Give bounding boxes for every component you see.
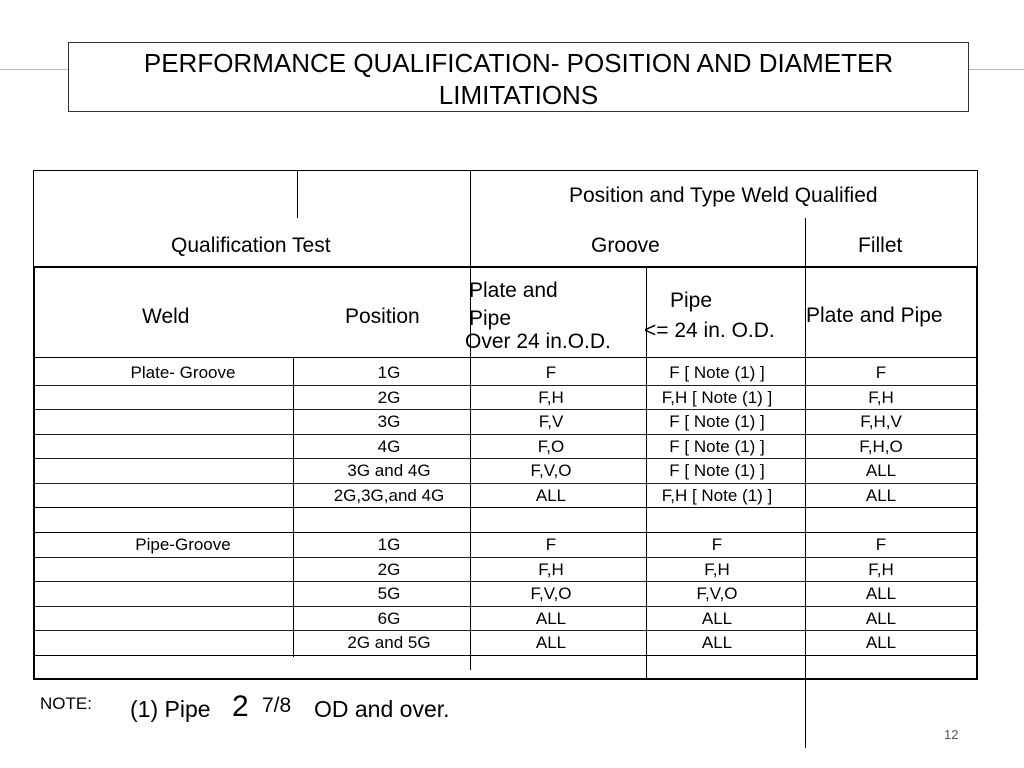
table-cell-fillet: ALL: [865, 608, 897, 628]
table-cell-pipe: F: [711, 535, 723, 554]
qualification-test-header: Qualification Test: [171, 234, 331, 257]
header-thick-line: [33, 266, 978, 268]
qualification-table: [33, 170, 978, 680]
table-cell-fillet: F,H,O: [859, 436, 903, 456]
table-cell-fillet: ALL: [865, 633, 897, 652]
table-cell-fillet: F,H: [868, 559, 894, 579]
table-cell-plate: ALL: [535, 485, 567, 505]
table-cell-plate: F,V,O: [530, 584, 572, 603]
plate-pipe-header-3: Over 24 in.O.D.: [465, 330, 611, 353]
pipe-header-2: <= 24 in. O.D.: [644, 319, 775, 342]
table-row-line: [33, 606, 978, 607]
table-top-border: [33, 170, 978, 171]
table-cell-pipe: F,H [ Note (1) ]: [661, 387, 773, 407]
note-fraction: 7/8: [262, 694, 292, 717]
table-row-line: [33, 532, 978, 533]
table-cell-fillet: ALL: [865, 485, 897, 505]
table-row-line: [33, 409, 978, 410]
table-cell-position: 3G and 4G: [347, 461, 431, 480]
table-bottom-border: [33, 678, 978, 680]
table-cell-position: 5G: [377, 584, 401, 603]
table-cell-position: 3G: [377, 412, 401, 431]
fillet-header: Fillet: [858, 234, 903, 257]
note-big-number: 2: [232, 690, 249, 723]
table-cell-fillet: F: [875, 363, 887, 382]
table-cell-pipe: F [ Note (1) ]: [669, 412, 765, 431]
table-cell-position: 2G: [377, 387, 401, 407]
title-line-1: PERFORMANCE QUALIFICATION- POSITION AND DIAMETER: [143, 48, 894, 78]
table-row-line: [33, 483, 978, 484]
table-row-line: [33, 557, 978, 558]
table-cell-pipe: F,V,O: [696, 584, 738, 603]
thick-left: [33, 266, 35, 678]
plate-pipe-header-2: Pipe: [469, 307, 512, 330]
table-cell-position: 4G: [377, 436, 401, 456]
plate-and-pipe-header: Plate and Pipe: [806, 304, 943, 327]
table-cell-plate: F: [545, 363, 557, 382]
groove-header: Groove: [591, 234, 660, 257]
decorative-line-right: [969, 69, 1024, 70]
table-cell-pipe: F,H: [704, 559, 730, 579]
table-row-line: [33, 385, 978, 386]
table-cell-plate: F,V,O: [530, 461, 572, 480]
table-cell-fillet: F: [875, 535, 887, 554]
table-cell-weld: Plate- Groove: [130, 363, 236, 382]
table-cell-pipe: F [ Note (1) ]: [669, 436, 765, 456]
table-cell-weld: Pipe-Groove: [135, 535, 231, 554]
table-row-line: [33, 655, 978, 656]
table-cell-plate: ALL: [535, 633, 567, 652]
table-cell-plate: F,V: [538, 412, 564, 431]
table-cell-plate: F,H: [538, 559, 564, 579]
table-cell-fillet: ALL: [865, 461, 897, 480]
table-cell-fillet: F,H: [868, 387, 894, 407]
header-top: Position and Type Weld Qualified: [569, 184, 878, 207]
table-cell-position: 1G: [377, 535, 401, 554]
table-cell-pipe: F [ Note (1) ]: [669, 461, 765, 480]
note-label: NOTE:: [40, 694, 92, 713]
decorative-line-left: [0, 69, 68, 70]
pipe-header-1: Pipe: [670, 289, 713, 312]
table-cell-position: 1G: [377, 363, 401, 382]
table-cell-plate: F: [545, 535, 557, 554]
table-row-line: [33, 581, 978, 582]
title-line-2: LIMITATIONS: [438, 80, 599, 110]
table-row-line: [33, 434, 978, 435]
weld-header: Weld: [142, 305, 190, 328]
table-cell-pipe: F,H [ Note (1) ]: [661, 485, 773, 505]
header-divider-1: [297, 170, 298, 218]
plate-pipe-header-1: Plate and: [469, 279, 558, 302]
table-cell-position: 2G and 5G: [347, 633, 431, 652]
position-header: Position: [345, 305, 420, 328]
table-cell-pipe: ALL: [701, 608, 733, 628]
subheader-bottom-line: [33, 357, 978, 358]
table-cell-fillet: F,H,V: [860, 412, 902, 431]
table-cell-position: 2G,3G,and 4G: [333, 485, 445, 505]
table-cell-plate: F,O: [537, 436, 565, 456]
table-cell-pipe: F [ Note (1) ]: [669, 363, 765, 382]
table-row-line: [33, 458, 978, 459]
table-row-line: [33, 630, 978, 631]
table-cell-position: 6G: [377, 608, 401, 628]
note-od-text: OD and over.: [314, 696, 450, 722]
slide-title: [68, 42, 969, 112]
table-cell-position: 2G: [377, 559, 401, 579]
table-row-line: [33, 507, 978, 508]
table-cell-plate: ALL: [535, 608, 567, 628]
table-cell-fillet: ALL: [865, 584, 897, 603]
table-cell-plate: F,H: [538, 387, 564, 407]
page-number: 12: [944, 727, 959, 742]
table-cell-pipe: ALL: [701, 633, 733, 652]
note-text: (1) Pipe: [130, 696, 211, 722]
